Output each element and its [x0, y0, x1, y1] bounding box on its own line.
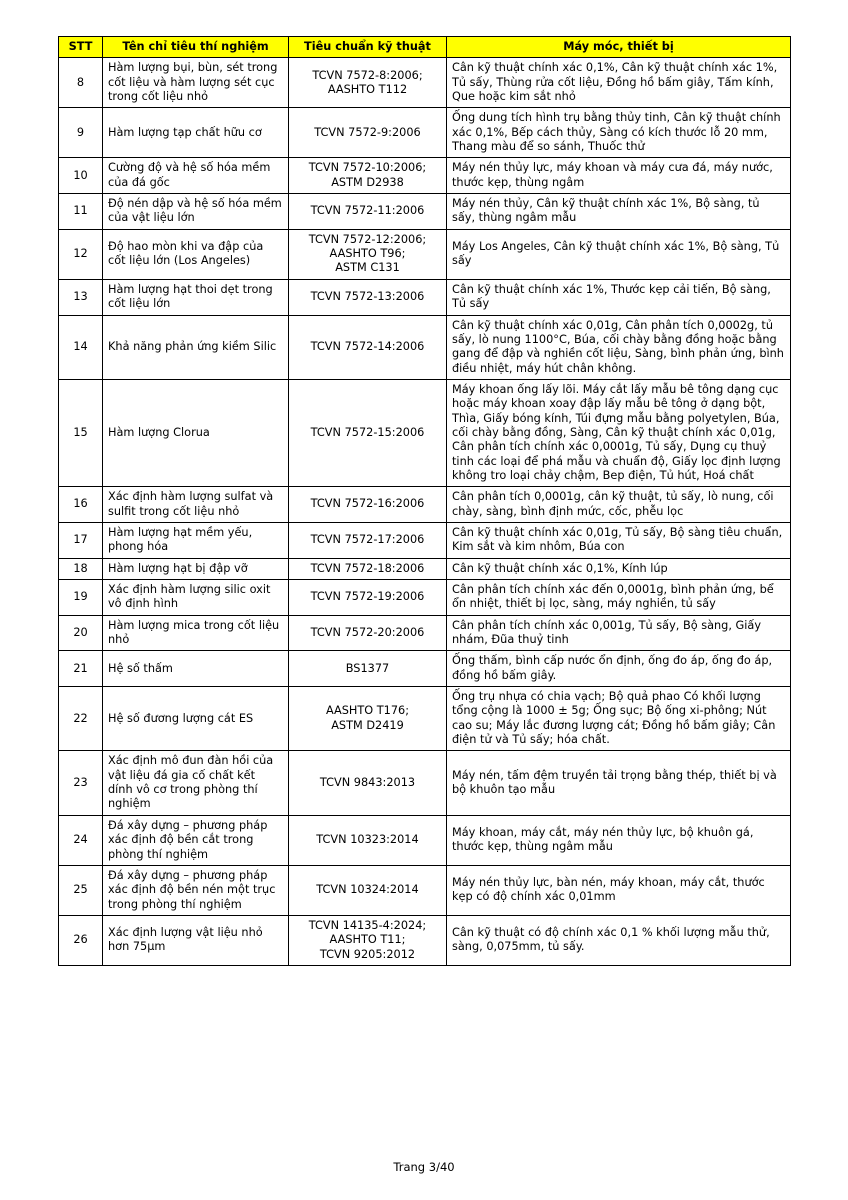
cell-equipment: Máy nén, tấm đệm truyền tải trọng bằng thép, thiết bị và bộ khuôn tạo mẫu: [447, 751, 791, 815]
cell-stt: 13: [59, 279, 103, 315]
cell-stt: 15: [59, 379, 103, 486]
cell-standard: [289, 815, 447, 865]
standard-lines: [294, 161, 441, 190]
standard-line: TCVN 7572-18:2006: [310, 561, 425, 575]
cell-test-name: Hàm lượng bụi, bùn, sét trong cốt liệu và hàm lượng sét cục trong cốt liệu nhỏ: [103, 58, 289, 108]
cell-stt: 21: [59, 651, 103, 687]
standard-line: TCVN 7572-14:2006: [310, 340, 425, 354]
table-row: [59, 522, 791, 558]
cell-test-name: Khả năng phản ứng kiềm Silic: [103, 315, 289, 379]
cell-equipment: Máy khoan, máy cắt, máy nén thủy lực, bộ khuôn gá, thước kẹp, thùng ngâm mẫu: [447, 815, 791, 865]
standard-lines: [294, 340, 441, 354]
standard-lines: [294, 590, 441, 604]
standard-lines: [294, 919, 441, 962]
cell-standard: [289, 580, 447, 616]
cell-stt: 14: [59, 315, 103, 379]
cell-standard: [289, 108, 447, 158]
cell-test-name: Hàm lượng hạt thoi dẹt trong cốt liệu lớn: [103, 279, 289, 315]
cell-equipment: Cân phân tích 0,0001g, cân kỹ thuật, tủ sấy, lò nung, cối chày, sàng, bình định mức, cốc, phễu lọc: [447, 487, 791, 523]
header-row: [59, 37, 791, 58]
standard-line: TCVN 7572-8:2006;: [312, 68, 423, 82]
table-row: [59, 108, 791, 158]
cell-stt: 12: [59, 229, 103, 279]
standard-line: TCVN 7572-19:2006: [310, 590, 425, 604]
standard-line: TCVN 7572-13:2006: [310, 289, 425, 303]
cell-equipment: Máy khoan ống lấy lõi. Máy cắt lấy mẫu bê tông dạng cục hoặc máy khoan xoay đập lấy mẫu bê tông ở dạng bột, Thìa, Giấy bóng kính, Túi đựng mẫu bằng polyetylen, Búa, cối chày bằng đồng, Sàng, Cân kỹ thuật chính xác 0,01g, Cân phân tích chính xác 0,0001g, Tủ sấy, Dụng cụ thuỷ tinh các loại để phá mẫu và chuẩn độ, Giấy lọc định lượng không tro loại chảy chậm, Bep điện, Tủ hút, Hoá chất: [447, 379, 791, 486]
cell-equipment: Cân kỹ thuật chính xác 1%, Thước kẹp cải tiến, Bộ sàng, Tủ sấy: [447, 279, 791, 315]
standard-line: ASTM D2419: [331, 718, 404, 732]
standard-line: BS1377: [345, 661, 390, 675]
standard-lines: [294, 290, 441, 304]
cell-test-name: Xác định mô đun đàn hồi của vật liệu đá gia cố chất kết dính vô cơ trong phòng thí nghiệm: [103, 751, 289, 815]
standard-lines: [294, 126, 441, 140]
standard-lines: [294, 204, 441, 218]
standard-line: TCVN 7572-16:2006: [310, 497, 425, 511]
table-row: [59, 687, 791, 751]
cell-standard: [289, 194, 447, 230]
cell-standard: [289, 522, 447, 558]
table-row: [59, 229, 791, 279]
cell-equipment: Máy nén thủy lực, bàn nén, máy khoan, máy cắt, thước kẹp có độ chính xác 0,01mm: [447, 865, 791, 915]
table-row: [59, 279, 791, 315]
table-body: [59, 58, 791, 966]
cell-standard: [289, 279, 447, 315]
standard-lines: [294, 426, 441, 440]
cell-standard: [289, 865, 447, 915]
standard-line: TCVN 14135-4:2024;: [308, 918, 427, 932]
cell-equipment: Cân kỹ thuật có độ chính xác 0,1 % khối lượng mẫu thử, sàng, 0,075mm, tủ sấy.: [447, 915, 791, 965]
table-row: [59, 379, 791, 486]
table-row: [59, 751, 791, 815]
standard-line: ASTM D2938: [331, 175, 404, 189]
column-header-stt: STT: [59, 37, 103, 58]
cell-standard: [289, 315, 447, 379]
cell-standard: [289, 229, 447, 279]
table-row: [59, 615, 791, 651]
cell-stt: 20: [59, 615, 103, 651]
table-row: [59, 487, 791, 523]
cell-stt: 22: [59, 687, 103, 751]
cell-stt: 16: [59, 487, 103, 523]
standard-lines: [294, 233, 441, 276]
table-row: [59, 194, 791, 230]
cell-equipment: Cân kỹ thuật chính xác 0,1%, Cân kỹ thuật chính xác 1%, Tủ sấy, Thùng rửa cốt liệu, Đồng hồ bấm giây, Tấm kính, Que hoặc kim sắt nhỏ: [447, 58, 791, 108]
cell-stt: 25: [59, 865, 103, 915]
table-row: [59, 815, 791, 865]
standard-lines: [294, 833, 441, 847]
table-header: [59, 37, 791, 58]
table-row: [59, 558, 791, 579]
standard-line: TCVN 7572-9:2006: [314, 125, 421, 139]
standard-line: TCVN 9205:2012: [319, 947, 416, 961]
cell-test-name: Hệ số thấm: [103, 651, 289, 687]
standard-line: AASHTO T112: [327, 82, 408, 96]
cell-test-name: Hàm lượng hạt bị đập vỡ: [103, 558, 289, 579]
cell-stt: 17: [59, 522, 103, 558]
test-criteria-table: [58, 36, 791, 966]
cell-stt: 18: [59, 558, 103, 579]
table-row: [59, 315, 791, 379]
standard-lines: [294, 704, 441, 733]
page-footer: Trang 3/40: [393, 1160, 455, 1174]
standard-line: TCVN 9843:2013: [319, 775, 416, 789]
standard-line: TCVN 7572-17:2006: [310, 533, 425, 547]
cell-test-name: Hàm lượng hạt mềm yếu, phong hóa: [103, 522, 289, 558]
cell-equipment: Ống trụ nhựa có chia vạch; Bộ quả phao Có khối lượng tổng cộng là 1000 ± 5g; Ống sục; Bộ ống xi-phông; Nút cao su; Máy lắc đương lượng cát; Đồng hồ bấm giây; Cân điện tử và Tủ sấy; hóa chất.: [447, 687, 791, 751]
cell-equipment: Ống dung tích hình trụ bằng thủy tinh, Cân kỹ thuật chính xác 0,1%, Bếp cách thủy, Sàng có kích thước lỗ 20 mm, Thang màu để so sánh, Thuốc thử: [447, 108, 791, 158]
table-row: [59, 865, 791, 915]
standard-line: TCVN 7572-11:2006: [310, 204, 425, 218]
standard-lines: [294, 776, 441, 790]
column-header-standard: Tiêu chuẩn kỹ thuật: [289, 37, 447, 58]
cell-test-name: Xác định hàm lượng sulfat và sulfit trong cốt liệu nhỏ: [103, 487, 289, 523]
cell-stt: 10: [59, 158, 103, 194]
cell-standard: [289, 651, 447, 687]
table-row: [59, 158, 791, 194]
cell-equipment: Cân phân tích chính xác đến 0,0001g, bình phản ứng, bể ổn nhiệt, thiết bị lọc, sàng, máy nghiền, tủ sấy: [447, 580, 791, 616]
standard-line: ASTM C131: [335, 261, 400, 275]
table-row: [59, 915, 791, 965]
cell-test-name: Hàm lượng tạp chất hữu cơ: [103, 108, 289, 158]
cell-equipment: Máy nén thủy, Cân kỹ thuật chính xác 1%, Bộ sàng, tủ sấy, thùng ngâm mẫu: [447, 194, 791, 230]
standard-lines: [294, 69, 441, 98]
cell-test-name: Hàm lượng mica trong cốt liệu nhỏ: [103, 615, 289, 651]
table-row: [59, 651, 791, 687]
standard-line: TCVN 7572-12:2006;: [308, 232, 427, 246]
standard-line: TCVN 10323:2014: [316, 833, 419, 847]
cell-stt: 11: [59, 194, 103, 230]
cell-equipment: Cân phân tích chính xác 0,001g, Tủ sấy, Bộ sàng, Giấy nhám, Đũa thuỷ tinh: [447, 615, 791, 651]
cell-test-name: Độ nén dập và hệ số hóa mềm của vật liệu lớn: [103, 194, 289, 230]
cell-test-name: Đá xây dựng – phương pháp xác định độ bền cắt trong phòng thí nghiệm: [103, 815, 289, 865]
standard-line: TCVN 7572-20:2006: [310, 625, 425, 639]
column-header-test-name: Tên chỉ tiêu thí nghiệm: [103, 37, 289, 58]
cell-test-name: Cường độ và hệ số hóa mềm của đá gốc: [103, 158, 289, 194]
cell-standard: [289, 615, 447, 651]
cell-equipment: Ống thấm, bình cấp nước ổn định, ống đo áp, ống đo áp, đồng hồ bấm giây.: [447, 651, 791, 687]
standard-lines: [294, 562, 441, 576]
cell-test-name: Đá xây dựng – phương pháp xác định độ bền nén một trục trong phòng thí nghiệm: [103, 865, 289, 915]
standard-line: TCVN 7572-10:2006;: [308, 161, 427, 175]
cell-stt: 23: [59, 751, 103, 815]
cell-test-name: Xác định hàm lượng silic oxit vô định hình: [103, 580, 289, 616]
cell-standard: [289, 687, 447, 751]
cell-equipment: Cân kỹ thuật chính xác 0,01g, Tủ sấy, Bộ sàng tiêu chuẩn, Kim sắt và kim nhôm, Búa con: [447, 522, 791, 558]
cell-stt: 8: [59, 58, 103, 108]
cell-stt: 24: [59, 815, 103, 865]
cell-test-name: Hàm lượng Clorua: [103, 379, 289, 486]
cell-equipment: Máy nén thủy lực, máy khoan và máy cưa đá, máy nước, thước kẹp, thùng ngâm: [447, 158, 791, 194]
cell-standard: [289, 558, 447, 579]
cell-standard: [289, 58, 447, 108]
standard-lines: [294, 533, 441, 547]
cell-equipment: Cân kỹ thuật chính xác 0,1%, Kính lúp: [447, 558, 791, 579]
standard-lines: [294, 883, 441, 897]
table-row: [59, 58, 791, 108]
cell-standard: [289, 751, 447, 815]
standard-line: AASHTO T176;: [325, 704, 410, 718]
standard-lines: [294, 626, 441, 640]
standard-line: AASHTO T96;: [329, 247, 406, 261]
table-row: [59, 580, 791, 616]
cell-stt: 19: [59, 580, 103, 616]
cell-standard: [289, 487, 447, 523]
standard-line: TCVN 7572-15:2006: [310, 425, 425, 439]
standard-line: AASHTO T11;: [329, 933, 406, 947]
cell-test-name: Độ hao mòn khi va đập của cốt liệu lớn (Los Angeles): [103, 229, 289, 279]
cell-equipment: Cân kỹ thuật chính xác 0,01g, Cân phân tích 0,0002g, tủ sấy, lò nung 1100°C, Búa, cối chày bằng đồng hoặc bằng gang để đập và nghiền cốt liệu, Sàng, bình phản ứng, bình điều nhiệt, máy hút chân không.: [447, 315, 791, 379]
cell-standard: [289, 379, 447, 486]
cell-stt: 26: [59, 915, 103, 965]
cell-equipment: Máy Los Angeles, Cân kỹ thuật chính xác 1%, Bộ sàng, Tủ sấy: [447, 229, 791, 279]
cell-test-name: Xác định lượng vật liệu nhỏ hơn 75µm: [103, 915, 289, 965]
standard-line: TCVN 10324:2014: [316, 883, 419, 897]
standard-lines: [294, 497, 441, 511]
cell-standard: [289, 158, 447, 194]
cell-test-name: Hệ số đương lượng cát ES: [103, 687, 289, 751]
cell-stt: 9: [59, 108, 103, 158]
cell-standard: [289, 915, 447, 965]
standard-lines: [294, 662, 441, 676]
column-header-equipment: Máy móc, thiết bị: [447, 37, 791, 58]
